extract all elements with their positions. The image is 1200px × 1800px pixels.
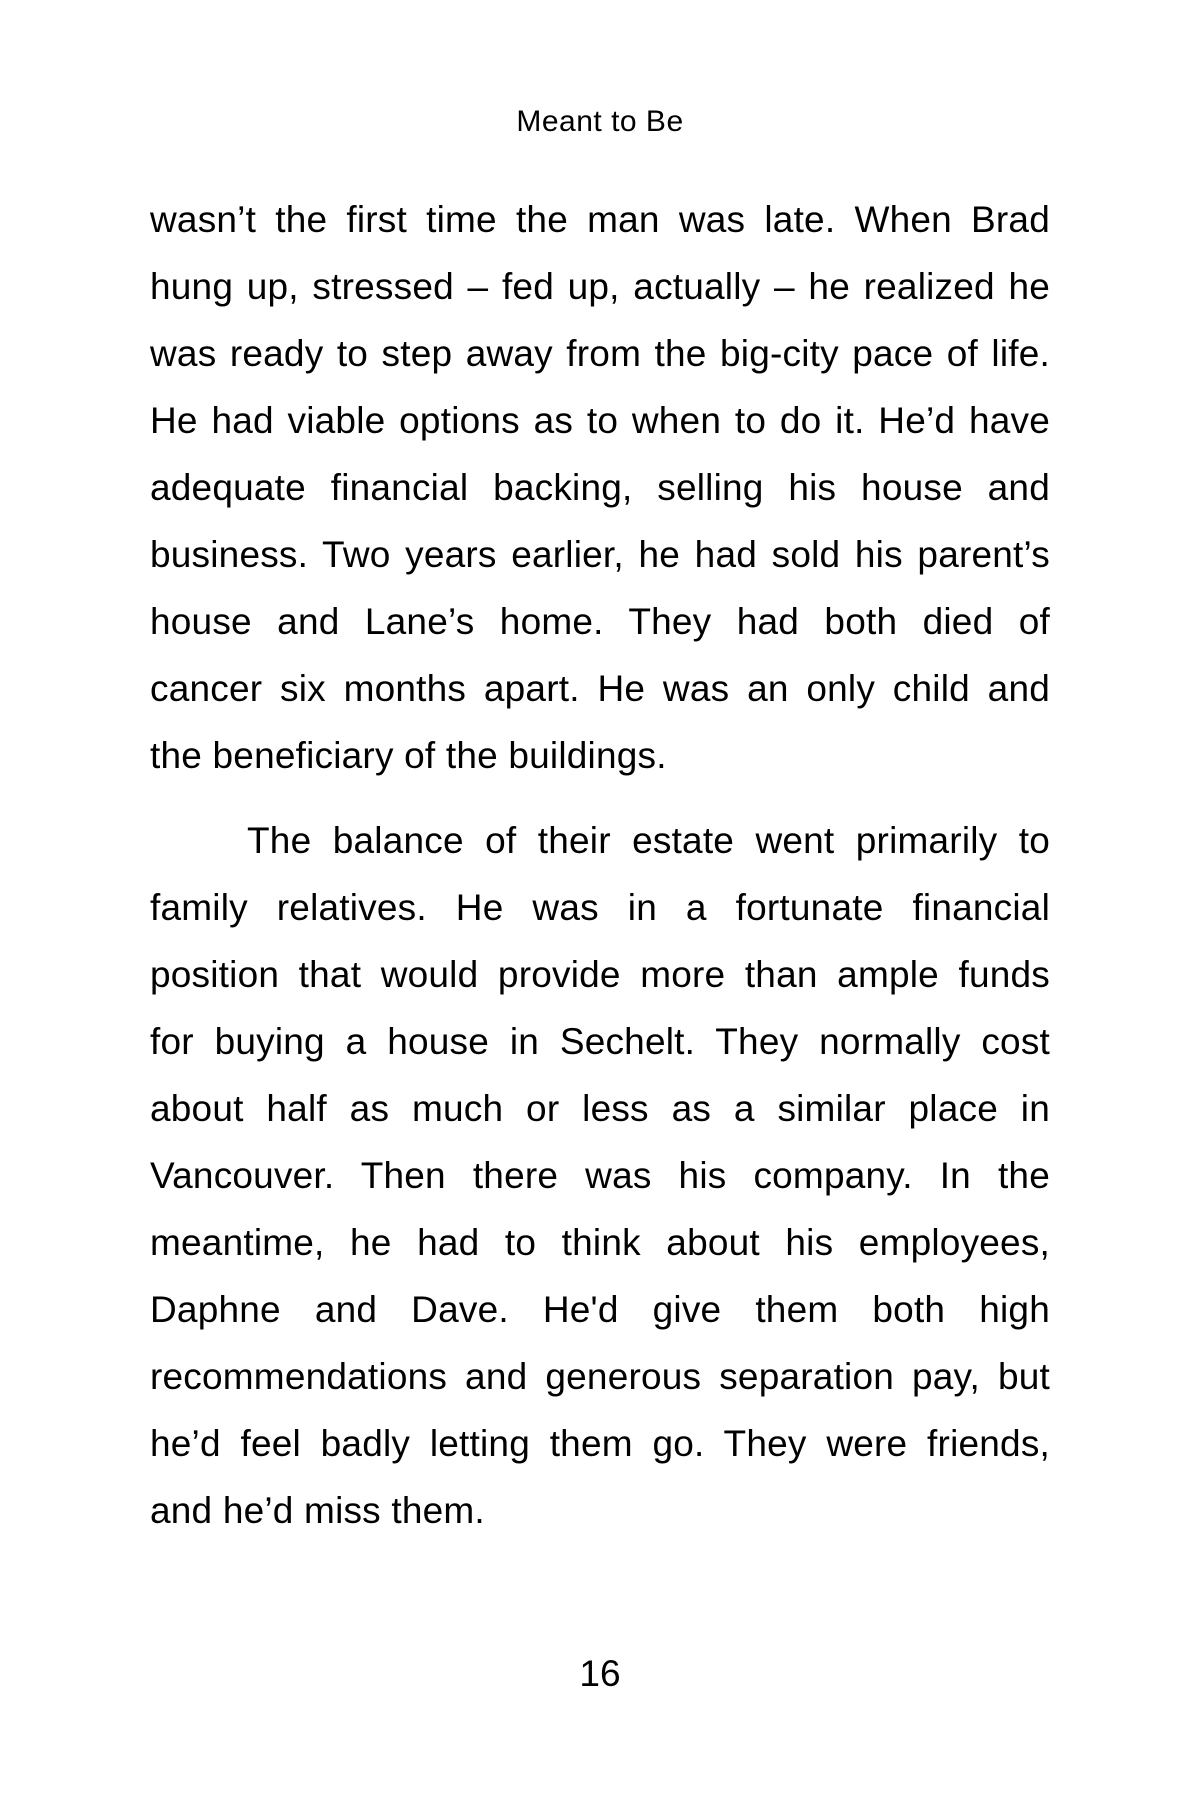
text-line: Daphne and Dave. He'd give them both high: [150, 1289, 1050, 1330]
text-line: Vancouver. Then there was his company. In the: [150, 1155, 1050, 1196]
text-line: the beneficiary of the buildings.: [150, 735, 667, 776]
text-line: meantime, he had to think about his employees,: [150, 1222, 1050, 1263]
text-line: The balance of their estate went primarily to: [247, 820, 1050, 861]
paragraph: [150, 186, 1050, 789]
text-line: family relatives. He was in a fortunate financial: [150, 887, 1050, 928]
text-line: recommendations and generous separation pay, but: [150, 1356, 1050, 1397]
body-text: [150, 186, 1050, 1544]
text-line: wasn’t the first time the man was late. When Brad: [150, 199, 1050, 240]
text-line: cancer six months apart. He was an only child and: [150, 668, 1050, 709]
text-line: he’d feel badly letting them go. They were friends,: [150, 1423, 1050, 1464]
text-line: He had viable options as to when to do it. He’d have: [150, 400, 1050, 441]
paragraph: [150, 807, 1050, 1544]
text-line: hung up, stressed – fed up, actually – he realized he: [150, 266, 1050, 307]
text-line: business. Two years earlier, he had sold his parent’s: [150, 534, 1050, 575]
text-line: house and Lane’s home. They had both died of: [150, 601, 1050, 642]
text-line: for buying a house in Sechelt. They normally cost: [150, 1021, 1050, 1062]
page-title: Meant to Be: [516, 105, 684, 138]
text-line: was ready to step away from the big-city pace of life.: [150, 333, 1050, 374]
page-number: 16: [579, 1653, 621, 1694]
text-line: position that would provide more than ample funds: [150, 954, 1050, 995]
text-line: adequate financial backing, selling his house and: [150, 467, 1050, 508]
text-line: and he’d miss them.: [150, 1490, 485, 1531]
text-line: about half as much or less as a similar place in: [150, 1088, 1050, 1129]
